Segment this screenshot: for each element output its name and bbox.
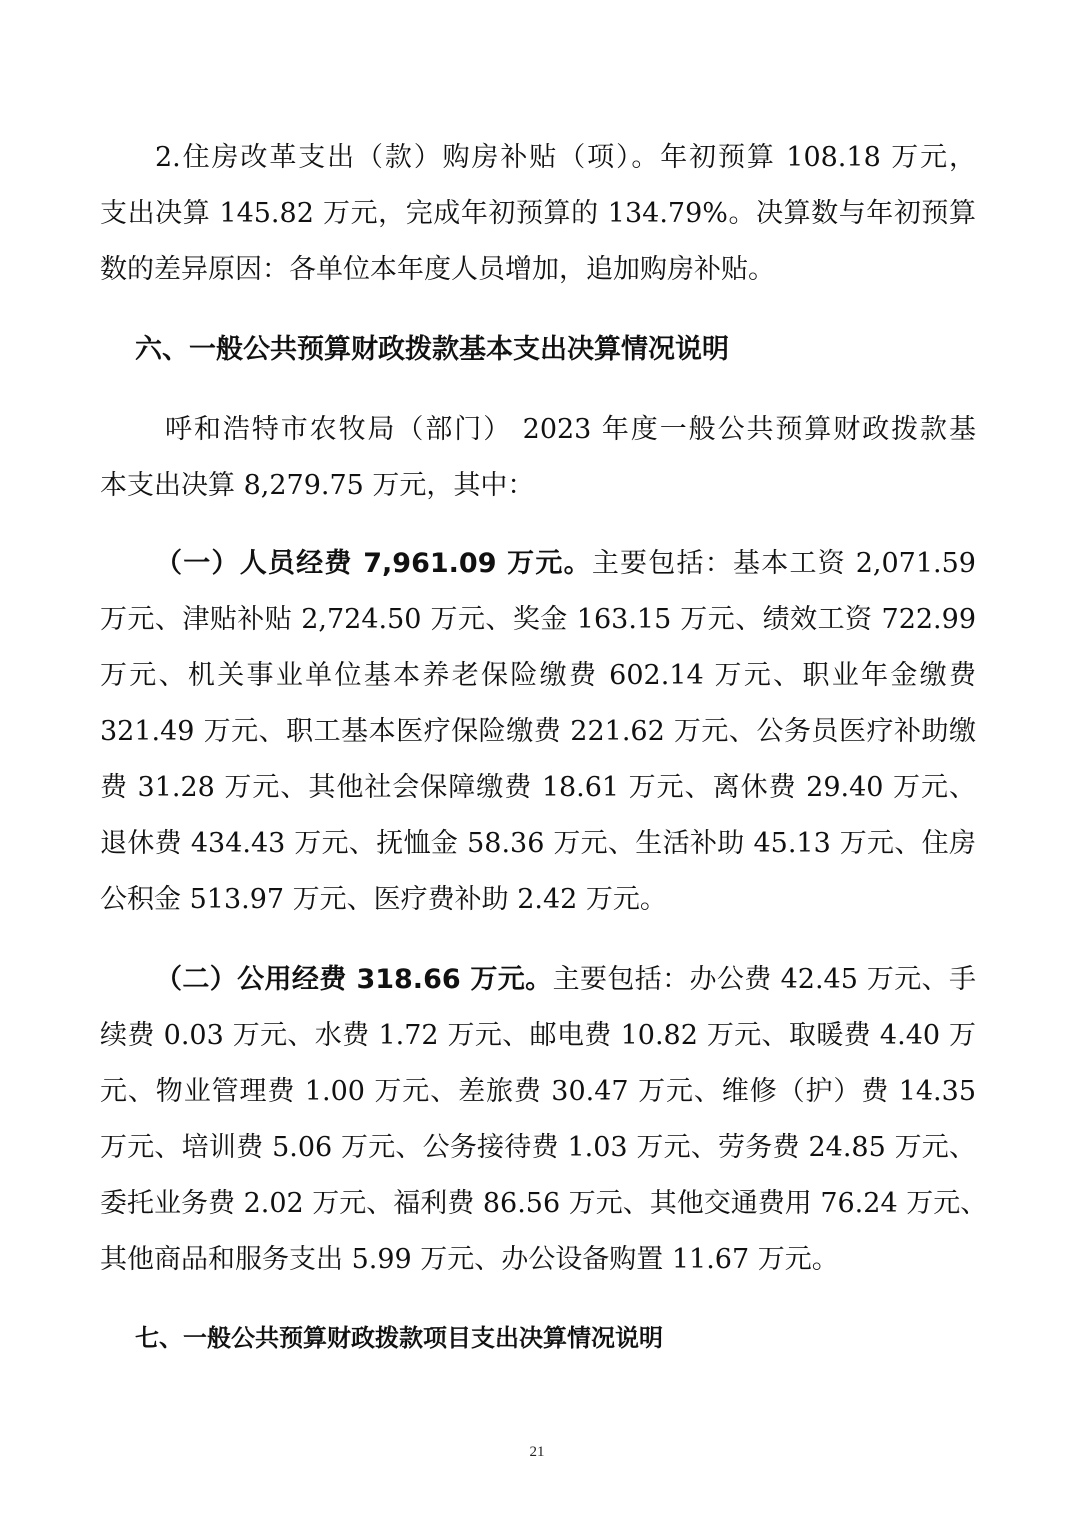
personnel-label: （一）人员经费 7,961.09 万元。 [155,548,592,579]
public-first-line [155,960,976,1000]
section-heading-7: 七、一般公共预算财政拨款项目支出决算情况说明 [135,1324,663,1352]
paragraph-line: 其他商品和服务支出 5.99 万元、办公设备购置 11.67 万元。 [100,1244,839,1275]
public-first-rest: 主要包括：办公费 42.45 万元、手 [552,964,976,995]
paragraph-line: 321.49 万元、职工基本医疗保险缴费 221.62 万元、公务员医疗补助缴 [100,716,976,747]
paragraph-line: 公积金 513.97 万元、医疗费补助 2.42 万元。 [100,884,667,915]
paragraph-line: 支出决算 145.82 万元，完成年初预算的 134.79%。决算数与年初预算 [100,198,976,229]
paragraph-line: 本支出决算 8,279.75 万元，其中： [100,470,535,501]
page-number: 21 [529,1444,545,1460]
section-heading-6: 六、一般公共预算财政拨款基本支出决算情况说明 [135,334,729,365]
paragraph-line: 万元、机关事业单位基本养老保险缴费 602.14 万元、职业年金缴费 [100,660,976,691]
paragraph-line: 元、物业管理费 1.00 万元、差旅费 30.47 万元、维修（护）费 14.35 [100,1076,976,1107]
paragraph-line: 呼和浩特市农牧局（部门） 2023 年度一般公共预算财政拨款基 [165,414,976,445]
paragraph-line: 委托业务费 2.02 万元、福利费 86.56 万元、其他交通费用 76.24 万元、 [100,1188,988,1219]
paragraph-line: 万元、培训费 5.06 万元、公务接待费 1.03 万元、劳务费 24.85 万元、 [100,1132,976,1163]
paragraph-line: 万元、津贴补贴 2,724.50 万元、奖金 163.15 万元、绩效工资 722.99 [100,604,976,635]
paragraph-line: 续费 0.03 万元、水费 1.72 万元、邮电费 10.82 万元、取暖费 4.40 万 [100,1020,976,1051]
paragraph-line: 2.住房改革支出（款）购房补贴（项）。年初预算 108.18 万元， [155,142,976,173]
personnel-first-rest: 主要包括：基本工资 2,071.59 [591,548,976,579]
paragraph-line: 退休费 434.43 万元、抚恤金 58.36 万元、生活补助 45.13 万元、住房 [100,828,976,859]
paragraph-line: 费 31.28 万元、其他社会保障缴费 18.61 万元、离休费 29.40 万元、 [100,772,976,803]
personnel-first-line [155,544,976,584]
public-label: （二）公用经费 318.66 万元。 [155,964,553,995]
paragraph-line: 数的差异原因：各单位本年度人员增加，追加购房补贴。 [100,254,775,285]
